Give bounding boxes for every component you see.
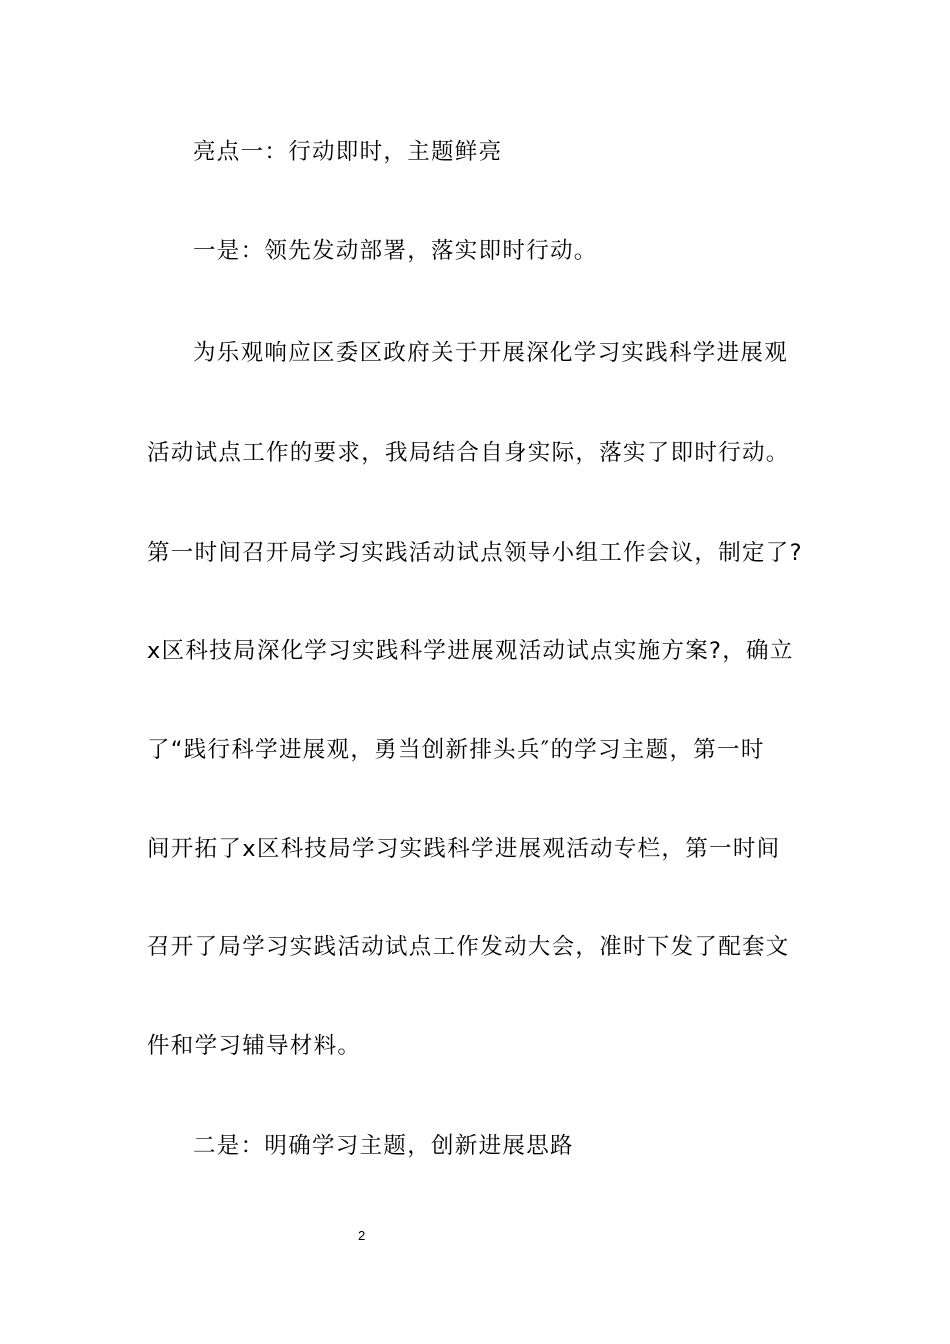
paragraph-line: 为乐观响应区委区政府关于开展深化学习实践科学进展观	[193, 340, 789, 366]
point-two-heading: 二是：明确学习主题，创新进展思路	[193, 1133, 574, 1159]
page-number: 2	[358, 1228, 366, 1243]
point-one-heading: 一是：领先发动部署，落实即时行动。	[193, 238, 598, 264]
paragraph-line: 活动试点工作的要求，我局结合自身实际，落实了即时行动。	[147, 440, 790, 466]
paragraph-line: 第一时间召开局学习实践活动试点领导小组工作会议，制定了?	[147, 540, 803, 566]
paragraph-line: 召开了局学习实践活动试点工作发动大会，准时下发了配套文	[147, 934, 790, 960]
paragraph-line: x区科技局深化学习实践科学进展观活动试点实施方案?，确立	[147, 638, 794, 664]
paragraph-line: 件和学习辅导材料。	[147, 1033, 362, 1059]
paragraph-line: 了“践行科学进展观，勇当创新排头兵″的学习主题，第一时	[147, 737, 765, 763]
paragraph-line: 间开拓了x区科技局学习实践科学进展观活动专栏，第一时间	[147, 836, 781, 862]
highlight-heading: 亮点一：行动即时，主题鲜亮	[193, 139, 503, 165]
